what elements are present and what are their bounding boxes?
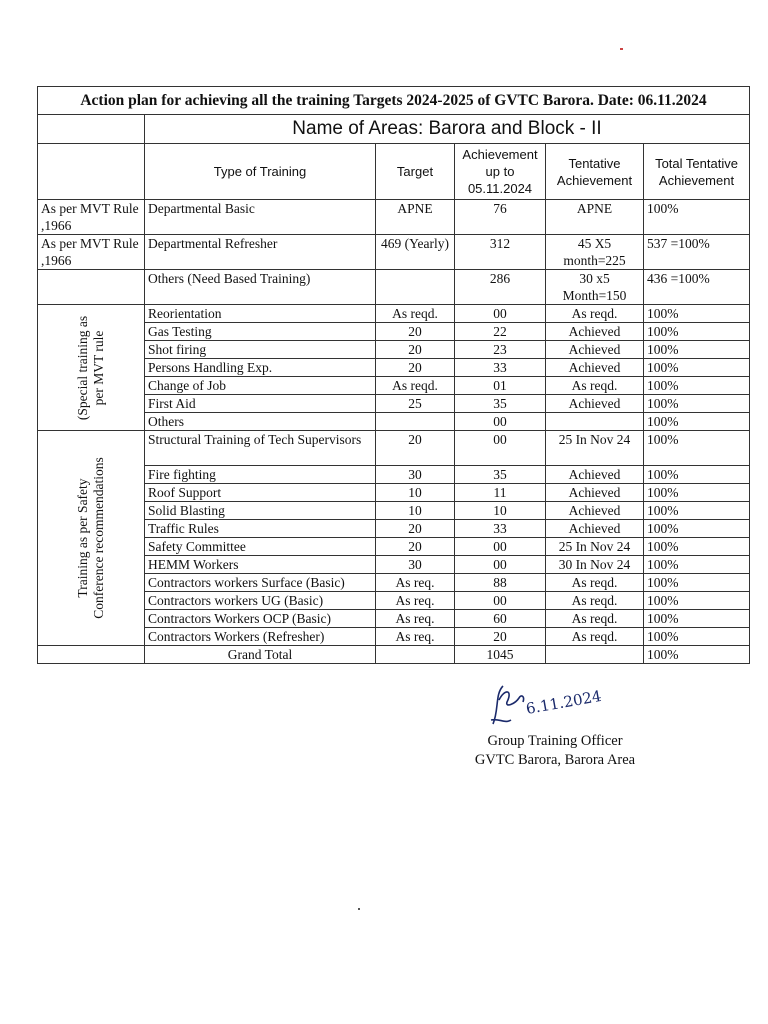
blank-cell <box>38 144 145 200</box>
tentative-cell: 30 In Nov 24 <box>546 556 644 574</box>
training-type-cell: Reorientation <box>145 305 376 323</box>
rule-group-cell <box>38 270 145 305</box>
training-type-cell: Solid Blasting <box>145 502 376 520</box>
training-type-cell: Contractors workers UG (Basic) <box>145 592 376 610</box>
tentative-cell: As reqd. <box>546 628 644 646</box>
training-type-cell: Structural Training of Tech Supervisors <box>145 431 376 466</box>
tentative-cell: APNE <box>546 200 644 235</box>
total-cell: 100% <box>644 520 750 538</box>
training-type-cell: First Aid <box>145 395 376 413</box>
tentative-cell: 25 In Nov 24 <box>546 431 644 466</box>
achievement-cell: 76 <box>455 200 546 235</box>
training-type-cell: Fire fighting <box>145 466 376 484</box>
target-cell: 20 <box>376 359 455 377</box>
target-cell: 20 <box>376 538 455 556</box>
training-type-cell: Departmental Basic <box>145 200 376 235</box>
special-training-label: (Special training as per MVT rule <box>75 315 106 420</box>
achievement-cell: 20 <box>455 628 546 646</box>
blank-cell <box>376 646 455 664</box>
grand-total-row <box>38 646 750 664</box>
table-row <box>38 431 750 466</box>
total-cell: 100% <box>644 628 750 646</box>
signature-date: 6.11.2024 <box>524 686 603 718</box>
signatory-office: GVTC Barora, Barora Area <box>474 752 636 768</box>
header-achievement: Achievement up to 05.11.2024 <box>455 144 546 200</box>
total-cell: 100% <box>644 484 750 502</box>
training-type-cell: Gas Testing <box>145 323 376 341</box>
target-cell: 10 <box>376 484 455 502</box>
table-row <box>38 270 750 305</box>
tentative-cell: 45 X5 month=225 <box>546 235 644 270</box>
training-type-cell: Safety Committee <box>145 538 376 556</box>
target-cell <box>376 413 455 431</box>
target-cell: 10 <box>376 502 455 520</box>
target-cell: 25 <box>376 395 455 413</box>
tentative-cell: Achieved <box>546 323 644 341</box>
achievement-cell: 312 <box>455 235 546 270</box>
total-cell: 100% <box>644 610 750 628</box>
total-cell: 100% <box>644 592 750 610</box>
target-cell: As req. <box>376 628 455 646</box>
achievement-cell: 00 <box>455 538 546 556</box>
target-cell: As reqd. <box>376 305 455 323</box>
training-type-cell: Traffic Rules <box>145 520 376 538</box>
target-cell: As req. <box>376 592 455 610</box>
training-plan-table <box>37 86 750 664</box>
tentative-cell: Achieved <box>546 466 644 484</box>
achievement-cell: 35 <box>455 466 546 484</box>
total-cell: 537 =100% <box>644 235 750 270</box>
safety-conference-label <box>75 457 107 619</box>
tentative-cell: As reqd. <box>546 610 644 628</box>
blank-cell <box>546 646 644 664</box>
blank-cell <box>38 646 145 664</box>
grand-total-percent: 100% <box>644 646 750 664</box>
achievement-cell: 00 <box>455 413 546 431</box>
signatory-title: Group Training Officer <box>487 733 623 749</box>
header-type: Type of Training <box>145 144 376 200</box>
achievement-cell: 286 <box>455 270 546 305</box>
rule-group-cell: As per MVT Rule ,1966 <box>38 200 145 235</box>
total-cell: 100% <box>644 466 750 484</box>
header-tentative: Tentative Achievement <box>546 144 644 200</box>
target-cell: As req. <box>376 574 455 592</box>
total-cell: 100% <box>644 341 750 359</box>
signature-block <box>425 680 685 770</box>
tentative-cell: As reqd. <box>546 592 644 610</box>
signature-icon <box>485 680 635 732</box>
target-cell: As reqd. <box>376 377 455 395</box>
achievement-cell: 22 <box>455 323 546 341</box>
total-cell: 100% <box>644 395 750 413</box>
achievement-cell: 35 <box>455 395 546 413</box>
total-cell: 100% <box>644 359 750 377</box>
tentative-cell: Achieved <box>546 484 644 502</box>
safety-label-line1: Training as per Safety <box>75 478 90 598</box>
training-type-cell: HEMM Workers <box>145 556 376 574</box>
table-row <box>38 305 750 323</box>
training-type-cell: Departmental Refresher <box>145 235 376 270</box>
achievement-cell: 01 <box>455 377 546 395</box>
tentative-cell: Achieved <box>546 395 644 413</box>
tentative-cell: Achieved <box>546 502 644 520</box>
area-name: Name of Areas: Barora and Block - II <box>145 115 750 144</box>
total-cell: 100% <box>644 377 750 395</box>
total-cell: 100% <box>644 556 750 574</box>
target-cell: 469 (Yearly) <box>376 235 455 270</box>
achievement-cell: 10 <box>455 502 546 520</box>
table-row <box>38 235 750 270</box>
table-row <box>38 200 750 235</box>
achievement-cell: 00 <box>455 592 546 610</box>
achievement-cell: 00 <box>455 305 546 323</box>
achievement-cell: 88 <box>455 574 546 592</box>
total-cell: 100% <box>644 502 750 520</box>
tentative-cell <box>546 413 644 431</box>
total-cell: 100% <box>644 538 750 556</box>
tentative-cell: 25 In Nov 24 <box>546 538 644 556</box>
target-cell: 30 <box>376 556 455 574</box>
total-cell: 100% <box>644 200 750 235</box>
training-type-cell: Roof Support <box>145 484 376 502</box>
training-type-cell: Contractors Workers OCP (Basic) <box>145 610 376 628</box>
total-cell: 100% <box>644 431 750 466</box>
training-type-cell: Change of Job <box>145 377 376 395</box>
total-cell: 100% <box>644 305 750 323</box>
total-cell: 100% <box>644 323 750 341</box>
document <box>37 86 749 664</box>
scan-speck <box>358 908 360 910</box>
tentative-cell: Achieved <box>546 341 644 359</box>
achievement-cell: 23 <box>455 341 546 359</box>
achievement-cell: 60 <box>455 610 546 628</box>
target-cell: As req. <box>376 610 455 628</box>
training-type-cell: Contractors Workers (Refresher) <box>145 628 376 646</box>
target-cell: APNE <box>376 200 455 235</box>
header-total: Total Tentative Achievement <box>644 144 750 200</box>
training-type-cell: Others (Need Based Training) <box>145 270 376 305</box>
achievement-cell: 00 <box>455 431 546 466</box>
special-training-group <box>38 305 145 431</box>
total-cell: 436 =100% <box>644 270 750 305</box>
training-type-cell: Persons Handling Exp. <box>145 359 376 377</box>
grand-total-label: Grand Total <box>145 646 376 664</box>
training-type-cell: Others <box>145 413 376 431</box>
document-title: Action plan for achieving all the training Targets 2024-2025 of GVTC Barora. Date: 06.11.2024 <box>38 87 750 115</box>
achievement-cell: 00 <box>455 556 546 574</box>
scan-speck <box>620 48 623 50</box>
blank-cell <box>38 115 145 144</box>
safety-label-line2: Conference recommendations <box>91 457 106 619</box>
target-cell <box>376 270 455 305</box>
achievement-cell: 11 <box>455 484 546 502</box>
rule-group-cell: As per MVT Rule ,1966 <box>38 235 145 270</box>
target-cell: 30 <box>376 466 455 484</box>
target-cell: 20 <box>376 323 455 341</box>
tentative-cell: Achieved <box>546 359 644 377</box>
tentative-cell: 30 x5 Month=150 <box>546 270 644 305</box>
training-type-cell: Shot firing <box>145 341 376 359</box>
target-cell: 20 <box>376 341 455 359</box>
target-cell: 20 <box>376 520 455 538</box>
total-cell: 100% <box>644 413 750 431</box>
tentative-cell: As reqd. <box>546 574 644 592</box>
target-cell: 20 <box>376 431 455 466</box>
grand-total-achievement: 1045 <box>455 646 546 664</box>
safety-conference-group <box>38 431 145 646</box>
tentative-cell: Achieved <box>546 520 644 538</box>
tentative-cell: As reqd. <box>546 305 644 323</box>
header-target: Target <box>376 144 455 200</box>
training-type-cell: Contractors workers Surface (Basic) <box>145 574 376 592</box>
achievement-cell: 33 <box>455 359 546 377</box>
total-cell: 100% <box>644 574 750 592</box>
tentative-cell: As reqd. <box>546 377 644 395</box>
achievement-cell: 33 <box>455 520 546 538</box>
